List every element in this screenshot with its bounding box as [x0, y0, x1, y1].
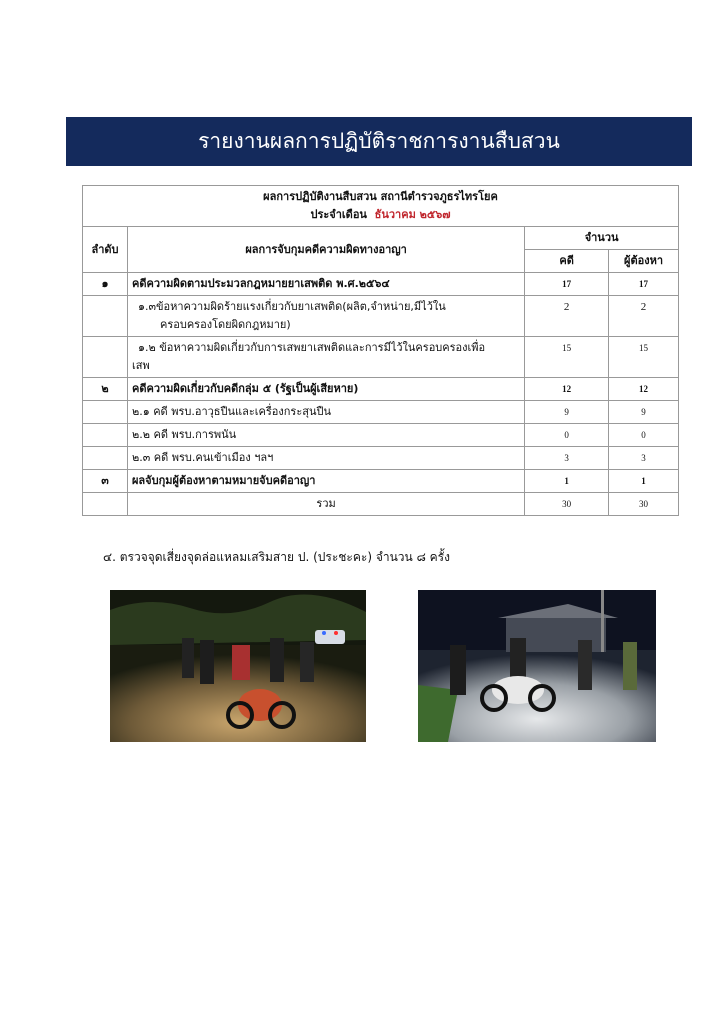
table-title-line2: [87, 206, 674, 224]
row-label: คดีความผิดตามประมวลกฎหมายยาเสพติด พ.ศ.๒๕๖๔: [127, 273, 524, 296]
row-order: ๒: [83, 378, 128, 401]
report-banner: [66, 117, 692, 166]
row-label: ๒.๒ คดี พรบ.การพนัน: [127, 424, 524, 447]
section-4-caption: ๔. ตรวจจุดเสี่ยงจุดล่อแหลมเสริมสาย ป. (ประชะคะ) จำนวน ๘ ครั้ง: [103, 550, 450, 564]
row-suspects: 3: [609, 447, 679, 470]
table-row: [83, 273, 679, 296]
patrol-photo-1: [110, 590, 366, 742]
table-row: [83, 401, 679, 424]
row-order: ๓: [83, 470, 128, 493]
row-cases: 17: [525, 273, 609, 296]
row-label-line1: ๑.๒ ข้อหาความผิดเกี่ยวกับการเสพยาเสพติดและการมีไว้ในครอบครองเพื่อ: [137, 341, 486, 354]
row-suspects: 9: [609, 401, 679, 424]
row-label: [127, 337, 524, 378]
row-order: ๑: [83, 273, 128, 296]
table-row: [83, 296, 679, 337]
patrol-photo-1-illustration: [110, 590, 366, 742]
col-result-header: ผลการจับกุมคดีความผิดทางอาญา: [127, 227, 524, 273]
col-count-header: จำนวน: [525, 227, 679, 250]
row-suspects: 2: [609, 296, 679, 337]
row-cases: 1: [525, 470, 609, 493]
row-label-line2: ครอบครองโดยผิดกฎหมาย): [159, 318, 291, 331]
table-row: [83, 378, 679, 401]
row-suspects: 15: [609, 337, 679, 378]
header-row-1: [83, 227, 679, 250]
col-suspects-header: ผู้ต้องหา: [609, 250, 679, 273]
row-suspects: 1: [609, 470, 679, 493]
table-title-line1: ผลการปฏิบัติงานสืบสวน สถานีตำรวจภูธรไทรโยค: [263, 190, 498, 203]
row-cases: 12: [525, 378, 609, 401]
patrol-photo-2-illustration: [418, 590, 656, 742]
total-cases: 30: [525, 493, 609, 516]
report-month: ธันวาคม ๒๕๖๗: [374, 208, 451, 221]
row-label-line2: เสพ: [131, 359, 150, 372]
row-suspects: 17: [609, 273, 679, 296]
row-label: คดีความผิดเกี่ยวกับคดีกลุ่ม ๕ (รัฐเป็นผู้เสียหาย): [127, 378, 524, 401]
table-row: [83, 470, 679, 493]
results-table: [82, 185, 679, 516]
row-order: [83, 447, 128, 470]
row-suspects: 0: [609, 424, 679, 447]
table-title: [83, 186, 679, 227]
row-order: [83, 424, 128, 447]
row-label: ๒.๑ คดี พรบ.อาวุธปืนและเครื่องกระสุนปืน: [127, 401, 524, 424]
row-label: ผลจับกุมผู้ต้องหาตามหมายจับคดีอาญา: [127, 470, 524, 493]
total-order: [83, 493, 128, 516]
total-label: รวม: [127, 493, 524, 516]
row-cases: 3: [525, 447, 609, 470]
table-row: [83, 337, 679, 378]
row-label-line1: ๑.๓ข้อหาความผิดร้ายแรงเกี่ยวกับยาเสพติด(ผลิต,จำหน่าย,มีไว้ใน: [137, 300, 446, 313]
patrol-photo-2: [418, 590, 656, 742]
row-cases: 15: [525, 337, 609, 378]
row-order: [83, 337, 128, 378]
row-cases: 2: [525, 296, 609, 337]
month-prefix: ประจำเดือน: [310, 208, 367, 221]
col-order-header: ลำดับ: [83, 227, 128, 273]
banner-title: รายงานผลการปฏิบัติราชการงานสืบสวน: [198, 129, 560, 153]
row-suspects: 12: [609, 378, 679, 401]
table-row: [83, 424, 679, 447]
row-label: ๒.๓ คดี พรบ.คนเข้าเมือง ฯลฯ: [127, 447, 524, 470]
row-cases: 9: [525, 401, 609, 424]
row-cases: 0: [525, 424, 609, 447]
total-suspects: 30: [609, 493, 679, 516]
row-label: [127, 296, 524, 337]
table-title-row: [83, 186, 679, 227]
row-order: [83, 401, 128, 424]
total-row: [83, 493, 679, 516]
row-order: [83, 296, 128, 337]
table-row: [83, 447, 679, 470]
col-cases-header: คดี: [525, 250, 609, 273]
